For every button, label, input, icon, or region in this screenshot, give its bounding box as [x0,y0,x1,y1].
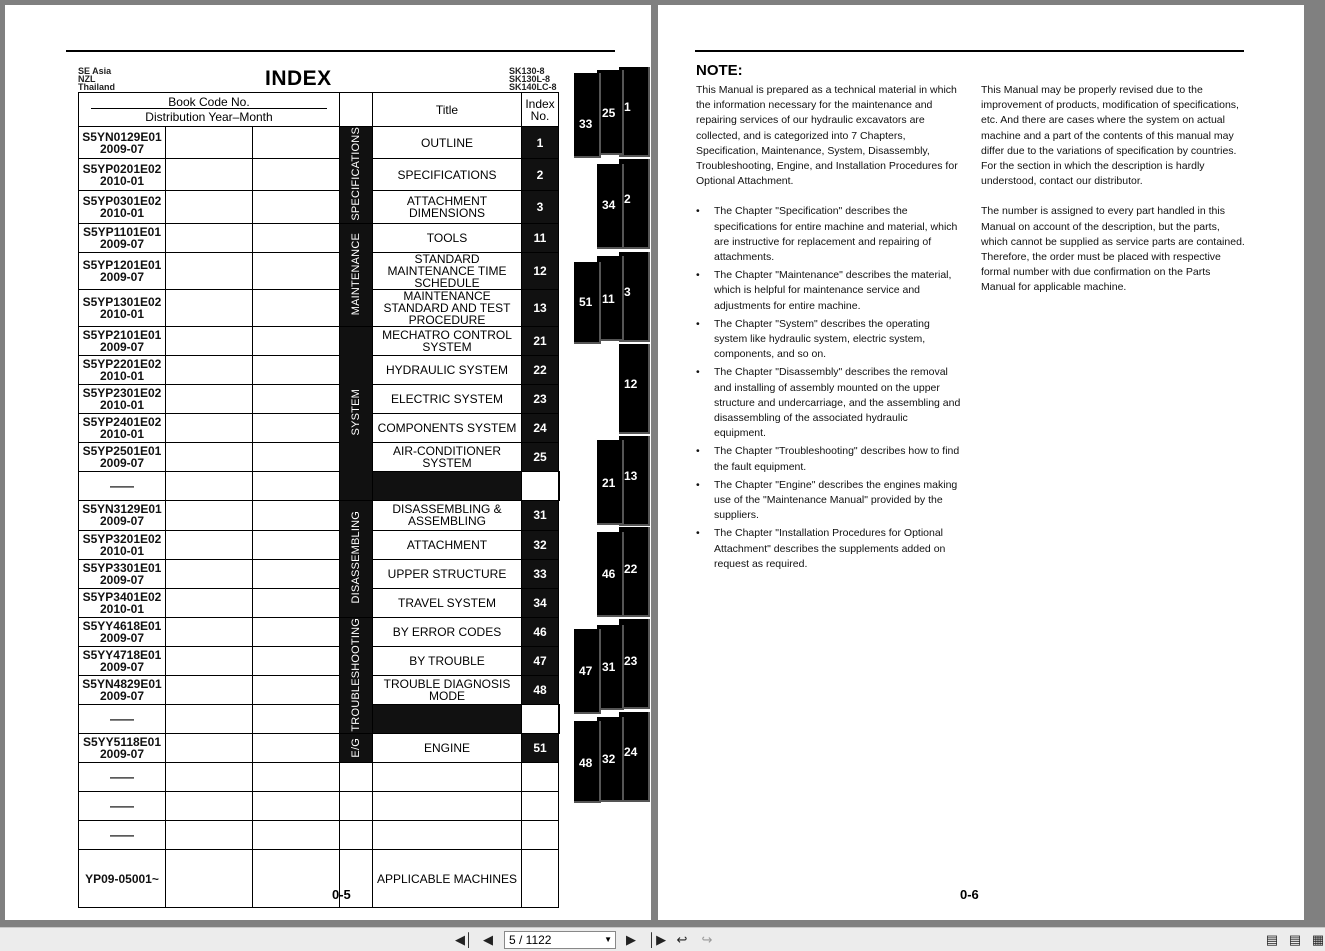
category-label [340,500,373,617]
book-code-cell [79,471,166,500]
book-code: S5YN4829E01 [82,677,162,692]
index-number: 13 [522,289,559,326]
index-title: INDEX [265,67,332,90]
index-tab-47 [574,629,601,714]
blank-cell [253,559,340,588]
top-rule [66,50,615,52]
chapter-title [373,821,522,850]
first-page-icon[interactable]: ◀│ [455,932,474,947]
revision-paragraph: This Manual may be properly revised due to the improvement of products, modification of specifications, etc. And there are cases where the system on actual machine and a part of the contents of this manual may differ due to the variations of specification by countries. For the section in which the description is hardly understood, contact our distributor. [981,84,1239,188]
book-code: —— [110,799,134,814]
chapter-bullet: • The Chapter "Troubleshooting" describes how to find the fault equipment. [696,444,961,474]
chapter-title: SPECIFICATIONS [373,159,522,191]
index-tab-31 [597,625,624,710]
blank-cell [253,159,340,191]
tab-label: 21 [602,476,616,490]
blank-cell [253,675,340,704]
title-header: Title [373,93,522,127]
book-code: —— [110,712,134,727]
model-line: SK130L-8 [509,74,551,84]
distribution-date: 2009-07 [99,689,145,704]
last-page-icon[interactable]: │▶ [648,932,667,947]
book-code-cell [79,705,166,734]
book-code: S5YN0129E01 [82,129,162,144]
chapter-bullet: • The Chapter "Maintenance" describes the material, which is helpful for maintenance service and adjustments for entire machine. [696,268,961,314]
index-number: 22 [522,355,559,384]
blank-cell [253,850,340,908]
category-label [340,223,373,326]
blank-cell [253,127,340,159]
book-code-cell [79,646,166,675]
book-code-cell [79,763,166,792]
blank-cell [253,442,340,471]
note-column-left [696,83,961,575]
blank-cell [166,705,253,734]
table-row [79,384,560,413]
page-number-value: 5 / 1122 [509,933,552,947]
distribution-date: 2009-07 [99,572,145,587]
chapter-title [522,471,559,500]
category-blank [340,763,373,792]
book-code-cell [79,223,166,252]
note-column-right [981,83,1246,311]
chapter-bullet: • The Chapter "Disassembly" describes the removal and installing of assembly mounted on the upper structure and undercarriage, and the assembling and disassembling of the associated hydraulic equipment. [696,365,961,441]
table-row [79,326,560,355]
index-tab-46 [597,532,624,617]
blank-cell [166,289,253,326]
book-code-label: Book Code No. [168,95,250,109]
table-row [79,850,560,908]
blank-cell [166,159,253,191]
book-code-cell [79,191,166,223]
book-code-cell [79,675,166,704]
category-blank [340,821,373,850]
table-row [79,413,560,442]
distribution-date: 2009-07 [99,659,145,674]
blank-cell [253,588,340,617]
model-list [509,67,557,91]
single-page-icon[interactable]: ▤ [1265,932,1279,947]
book-code: S5YP3401E02 [82,589,162,604]
book-code-cell [79,289,166,326]
tab-label: 34 [602,198,616,212]
tab-label: 31 [602,660,616,674]
table-row [79,559,560,588]
book-code: S5YN3129E01 [82,502,162,517]
book-code-cell [79,792,166,821]
blank-cell [166,850,253,908]
blank-cell [253,471,340,500]
chapter-list [696,204,961,572]
book-code-cell [79,384,166,413]
index-number: 25 [522,442,559,471]
distribution-date: 2010-01 [99,543,145,558]
book-code: S5YP0201E02 [82,161,162,176]
blank-cell [166,413,253,442]
tab-label: 47 [579,664,593,678]
blank-cell [253,355,340,384]
category-text: DISASSEMBLING [350,511,362,604]
tab-label: 25 [602,106,616,120]
index-number [559,471,560,500]
distribution-date: 2009-07 [99,339,145,354]
index-tab-21 [597,440,624,525]
blank-cell [166,355,253,384]
blank-cell [166,821,253,850]
table-row [79,617,560,646]
tab-label: 48 [579,756,593,770]
blank-cell [253,223,340,252]
blank-cell [253,191,340,223]
tab-label: 32 [602,752,616,766]
distribution-date: 2010-01 [99,173,145,188]
tab-label: 3 [624,285,631,299]
table-row [79,191,560,223]
tab-label: 22 [624,562,638,576]
distribution-date: 2009-07 [99,236,145,251]
blank-cell [166,763,253,792]
category-text: SYSTEM [350,388,362,436]
chapter-bullet: • The Chapter "Engine" describes the engines making use of the "Maintenance Manual" provided by the suppliers. [696,478,961,524]
tab-label: 11 [602,292,615,306]
book-code: S5YP2501E01 [82,443,162,458]
blank-cell [166,384,253,413]
chapter-title: COMPONENTS SYSTEM [373,413,522,442]
index-number: 33 [522,559,559,588]
book-code: YP09-05001~ [85,871,159,886]
distribution-date: 2010-01 [99,426,145,441]
chapter-title: AIR-CONDITIONER SYSTEM [373,442,522,471]
region-line: Thailand [78,82,116,92]
model-line: SK140LC-8 [509,82,557,92]
book-code-cell [79,617,166,646]
category-blank [340,792,373,821]
table-row [79,252,560,289]
index-no-header: Index No. [522,93,559,127]
book-code: S5YP1201E01 [82,257,162,272]
blank-cell [166,127,253,159]
book-code: S5YP1301E02 [82,294,162,309]
book-code: S5YP0301E02 [82,194,162,209]
chapter-title: ELECTRIC SYSTEM [373,384,522,413]
blank-cell [166,588,253,617]
index-number: 23 [522,384,559,413]
index-number: 24 [522,413,559,442]
book-code: S5YP3201E02 [82,531,162,546]
index-tab-34 [597,164,624,249]
chapter-title: UPPER STRUCTURE [373,559,522,588]
book-code-cell [79,500,166,530]
index-number: 1 [522,127,559,159]
chapter-title: ATTACHMENT [373,530,522,559]
chevron-down-icon[interactable]: ▼ [604,935,612,944]
blank-cell [166,675,253,704]
blank-cell [253,734,340,763]
table-row [79,355,560,384]
distribution-date: 2009-07 [99,514,145,529]
table-row [79,705,560,734]
table-row [79,821,560,850]
table-row [79,289,560,326]
blank-cell [166,191,253,223]
book-code-cell [79,355,166,384]
book-code: —— [110,828,134,843]
book-code-cell [79,413,166,442]
book-code-cell [79,252,166,289]
chapter-title: TROUBLE DIAGNOSIS MODE [373,675,522,704]
index-tab-32 [597,717,624,802]
blank-cell [166,792,253,821]
distribution-date: 2010-01 [99,306,145,321]
category-label [340,127,373,224]
book-code-cell [79,127,166,159]
index-number: 3 [522,191,559,223]
region-line: NZL [78,74,96,84]
chapter-bullet: • The Chapter "Installation Procedures for Optional Attachment" describes the supplements added on request as required. [696,526,961,572]
index-number [522,821,559,850]
index-number: 12 [522,252,559,289]
blank-cell [253,289,340,326]
category-text: MAINTENANCE [350,232,362,315]
chapter-title: MAINTENANCE STANDARD AND TEST PROCEDURE [373,289,522,326]
book-code: S5YP2401E02 [82,414,162,429]
category-text: SPECIFICATIONS [350,127,362,221]
tab-label: 12 [624,377,638,391]
tab-label: 33 [579,117,593,131]
distribution-date: 2010-01 [99,601,145,616]
index-tab-12 [619,344,650,434]
distribution-label: Distribution Year–Month [91,108,327,123]
index-number [522,763,559,792]
blank-cell [253,705,340,734]
book-code-cell [79,588,166,617]
distribution-date: 2010-01 [99,397,145,412]
blank-cell [166,617,253,646]
book-code: S5YP3301E01 [82,560,162,575]
index-number [559,705,560,734]
chapter-title: BY ERROR CODES [373,617,522,646]
index-number: 11 [522,223,559,252]
model-line: SK130-8 [509,66,545,76]
distribution-date: 2009-07 [99,455,145,470]
distribution-date: 2009-07 [99,747,145,762]
page-number-left: 0-5 [332,887,351,902]
index-tab-25 [597,70,624,155]
table-row [79,500,560,530]
chapter-bullet: • The Chapter "Specification" describes the specifications for entire machine and material, which are instructive for replacement and repairing of attachments. [696,204,961,265]
book-code-cell [79,159,166,191]
blank-cell [253,792,340,821]
blank-cell [166,530,253,559]
note-heading: NOTE: [696,62,743,79]
book-code-cell [79,734,166,763]
category-text: TROUBLESHOOTING [350,617,362,732]
chapter-title: TRAVEL SYSTEM [373,588,522,617]
table-row [79,734,560,763]
chapter-title: ENGINE [373,734,522,763]
blank-cell [166,442,253,471]
index-tab-48 [574,721,601,803]
book-code: S5YP1101E01 [82,224,162,239]
blank-cell [253,821,340,850]
blank-cell [166,471,253,500]
book-code: S5YP2301E02 [82,385,162,400]
chapter-bullet: • The Chapter "System" describes the operating system like hydraulic system, electric system, components, and so on. [696,317,961,363]
distribution-date: 2009-07 [99,630,145,645]
index-number: 32 [522,530,559,559]
blank-cell [166,646,253,675]
prev-page-icon[interactable]: ◀ [483,932,493,947]
viewer-toolbar [0,927,1325,951]
distribution-date: 2010-01 [99,206,145,221]
index-number: 31 [522,500,559,530]
chapter-title: BY TROUBLE [373,646,522,675]
book-code: —— [110,770,134,785]
facing-icon[interactable]: ▦ [1311,932,1325,947]
category-header [340,93,373,127]
blank-cell [166,734,253,763]
tab-label: 13 [624,469,638,483]
prev-view-icon[interactable]: ↩ [676,932,688,947]
blank-cell [253,413,340,442]
book-code: S5YP2101E01 [82,327,162,342]
chapter-title: HYDRAULIC SYSTEM [373,355,522,384]
blank-cell [253,252,340,289]
category-filler [373,471,522,500]
index-number: 21 [522,326,559,355]
blank-cell [253,384,340,413]
table-row [79,646,560,675]
chapter-title [522,705,559,734]
book-code-cell [79,442,166,471]
blank-cell [253,530,340,559]
blank-cell [166,223,253,252]
tab-label: 51 [579,295,593,309]
table-row [79,588,560,617]
table-row [79,763,560,792]
chapter-title: APPLICABLE MACHINES [373,850,522,908]
page-number-input[interactable] [504,931,616,949]
category-label [340,326,373,500]
tab-label: 24 [624,745,638,759]
index-number [522,850,559,908]
page-number-right: 0-6 [960,887,979,902]
blank-cell [253,326,340,355]
book-code: S5YP2201E02 [82,356,162,371]
index-tab-51 [574,262,601,344]
chapter-title: MECHATRO CONTROL SYSTEM [373,326,522,355]
table-header-row [79,93,560,127]
distribution-date: 2009-07 [99,141,145,156]
blank-cell [253,763,340,792]
chapter-title [373,763,522,792]
book-code-header [79,93,340,127]
book-code-cell [79,559,166,588]
index-number: 34 [522,588,559,617]
blank-cell [253,646,340,675]
index-number: 2 [522,159,559,191]
blank-cell [253,617,340,646]
chapter-title [373,792,522,821]
distribution-date: 2010-01 [99,368,145,383]
table-row [79,675,560,704]
table-row [79,792,560,821]
table-row [79,442,560,471]
book-code: S5YY4618E01 [82,618,162,633]
region-list [78,67,115,91]
index-number: 47 [522,646,559,675]
note-intro: This Manual is prepared as a technical material in which the information necessary for the maintenance and repairing services of our hydraulic excavators are collected, and is categorized into 7 Chapters, Specification, Maintenance, System, Disassembly, Troubleshooting, Engine, and Installation Procedures for Optional Attachment. [696,84,958,188]
tab-label: 23 [624,654,638,668]
category-text: E/G [350,737,362,758]
table-row [79,159,560,191]
index-tab-33 [574,73,601,158]
blank-cell [166,559,253,588]
blank-cell [253,500,340,530]
top-rule-right [695,50,1244,52]
category-label [340,617,373,734]
chapter-title: STANDARD MAINTENANCE TIME SCHEDULE [373,252,522,289]
table-row [79,471,560,500]
book-code-cell [79,821,166,850]
index-number: 48 [522,675,559,704]
chapter-title: ATTACHMENT DIMENSIONS [373,191,522,223]
tab-label: 1 [624,100,631,114]
table-row [79,530,560,559]
blank-cell [166,500,253,530]
next-view-icon[interactable]: ↪ [701,932,713,947]
parts-paragraph: The number is assigned to every part handled in this Manual on account of the description, but the parts, which cannot be supplied as service parts are contained. Therefore, the order must be placed with respective formal number with due confirmation on the Parts Manual for applicable machine. [981,205,1245,294]
distribution-date: 2009-07 [99,269,145,284]
book-code-cell [79,326,166,355]
tab-label: 46 [602,567,616,581]
book-code: S5YY4718E01 [82,647,162,662]
next-page-icon[interactable]: ▶ [626,932,636,947]
book-code-cell [79,530,166,559]
chapter-title: OUTLINE [373,127,522,159]
index-table [78,92,560,908]
blank-cell [166,252,253,289]
index-number: 46 [522,617,559,646]
continuous-icon[interactable]: ▤ [1288,932,1302,947]
chapter-title: TOOLS [373,223,522,252]
blank-cell [166,326,253,355]
index-number [522,792,559,821]
tab-label: 2 [624,192,631,206]
index-number: 51 [522,734,559,763]
book-code-cell [79,850,166,908]
region-line: SE Asia [78,66,112,76]
category-filler [373,705,522,734]
index-tab-11 [597,256,624,341]
table-row [79,127,560,159]
category-label [340,734,373,763]
chapter-title: DISASSEMBLING & ASSEMBLING [373,500,522,530]
table-row [79,223,560,252]
book-code: —— [110,478,134,493]
book-code: S5YY5118E01 [82,735,162,750]
